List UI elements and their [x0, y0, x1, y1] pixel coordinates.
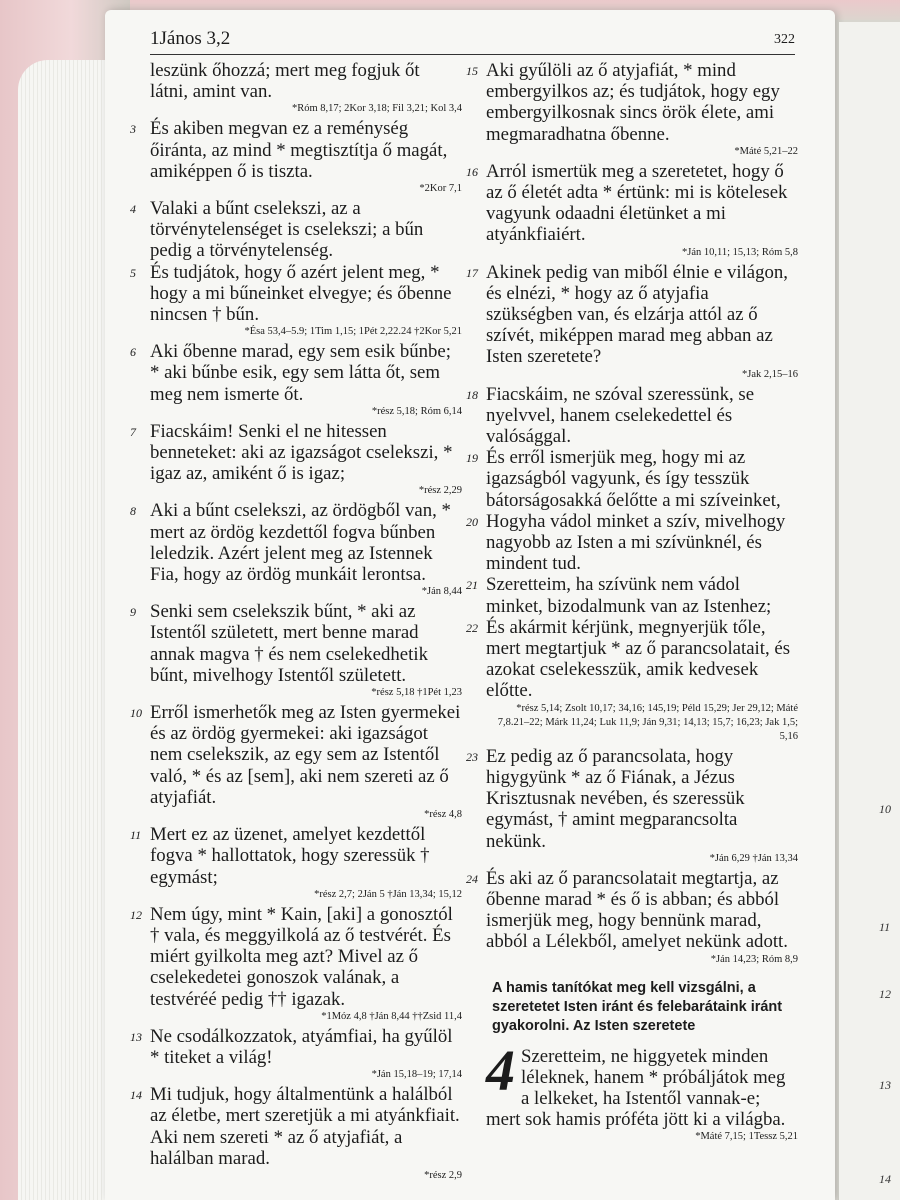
chapter-start: [486, 1037, 798, 1145]
verse-number: 5: [130, 265, 136, 280]
verse-paragraph: [130, 118, 462, 182]
verse: [130, 1084, 462, 1183]
running-header: [150, 28, 795, 55]
verse: [130, 1025, 462, 1082]
next-page-verse-number: 14: [879, 1172, 891, 1186]
cross-reference-note: *rész 2,7; 2Ján 5 †Ján 13,34; 15,12: [314, 888, 462, 900]
next-page-verse-number: 10: [879, 802, 891, 816]
verse-paragraph: [130, 903, 462, 1010]
verse: [466, 574, 798, 617]
verse: [130, 500, 462, 599]
verse-paragraph: [466, 60, 798, 145]
verse: [466, 261, 798, 382]
verse-paragraph: [130, 1084, 462, 1169]
verse: [130, 824, 462, 902]
verse: [130, 198, 462, 262]
verse-text: Nem úgy, mint * Kain, [aki] a gonosztól † vala, és meggyilkolá az ő testvérét. És miért gyilkolta meg azt? Mivel az ő cselekedetei gonoszok valának, a testvéréé pedig †† igazak.: [150, 903, 453, 1010]
verse-number: 7: [130, 424, 136, 439]
verse-number: 9: [130, 605, 136, 620]
cross-reference-note: *Ján 10,11; 15,13; Róm 5,8: [682, 246, 798, 258]
verse-number: 10: [130, 706, 142, 721]
verse-text: És tudjátok, hogy ő azért jelent meg, * hogy a mi bűneinket elvegye; és őbenne nincsen † bűn.: [150, 261, 452, 326]
verse-paragraph: [130, 702, 462, 808]
verse: [130, 903, 462, 1024]
verse-number: 13: [130, 1029, 142, 1044]
verse-paragraph: [150, 60, 462, 102]
verse-paragraph: [130, 500, 462, 586]
verse: [130, 118, 462, 196]
verse-number: 18: [466, 387, 478, 402]
verse-number: 3: [130, 122, 136, 137]
verse-paragraph: [130, 1025, 462, 1068]
verse-paragraph: [130, 420, 462, 485]
verse-text: Hogyha vádol minket a szív, mivelhogy nagyobb az Isten a mi szívünknél, és mindent tud.: [486, 510, 786, 575]
verse: [130, 601, 462, 700]
verse-number: 20: [466, 514, 478, 529]
verse-number: 24: [466, 871, 478, 886]
chapter-verse-text: Szeretteim, ne higgyetek minden léleknek, hanem * próbáljátok meg a lelkeket, ha Istentől vannak-e; mert sok hamis próféta jött ki a világba.: [486, 1045, 786, 1131]
verse-number: 16: [466, 164, 478, 179]
verse: [466, 616, 798, 744]
verse-paragraph: [130, 341, 462, 405]
verse-paragraph: [130, 824, 462, 888]
right-column-verses: [466, 60, 798, 967]
cross-reference-note: *Máté 5,21–22: [734, 145, 798, 157]
verse-number: 8: [130, 504, 136, 519]
verse-paragraph: [466, 574, 798, 617]
verse-paragraph: [130, 601, 462, 686]
right-column: [466, 60, 798, 1146]
verse-text: És aki az ő parancsolatait megtartja, az őbenne marad * és ő is abban; és abból ismerjük meg, hogy bennünk marad, abból a Lélekből, amelyet nekünk adott.: [486, 867, 788, 953]
chapter-reference: 1János 3,2: [150, 28, 231, 49]
verse-paragraph: [130, 261, 462, 326]
next-page-edge: [838, 22, 900, 1200]
verse-number: 23: [466, 749, 478, 764]
verse: [130, 341, 462, 419]
chapter-number: 4: [486, 1037, 515, 1103]
cross-reference-note: *rész 5,18 †1Pét 1,23: [371, 687, 462, 699]
verse-number: 15: [466, 64, 478, 78]
verse-paragraph: [466, 867, 798, 953]
verse-text: Senki sem cselekszik bűnt, * aki az Istentől született, mert benne marad annak magva † és nem cselekedhetik bűnt, mivelhogy Istentől született.: [150, 601, 428, 686]
cross-reference-note: *Jak 2,15–16: [742, 368, 798, 380]
next-page-verse-number: 11: [879, 920, 891, 934]
verse-paragraph: [466, 745, 798, 852]
verse-number: 4: [130, 202, 136, 217]
verse-number: 17: [466, 265, 478, 280]
verse-text: És akiben megvan ez a reménység őiránta, az mind * megtisztítja ő magát, amiképpen ő is tiszta.: [150, 118, 448, 182]
verse-number: 14: [130, 1088, 142, 1103]
cross-reference-note: *2Kor 7,1: [419, 183, 462, 195]
verse: [466, 160, 798, 260]
verse-text: Szeretteim, ha szívünk nem vádol minket, bizodalmunk van az Istenhez;: [486, 574, 772, 617]
verse-paragraph: [466, 383, 798, 448]
cross-reference-note: *rész 4,8: [424, 809, 462, 821]
cross-reference-note: *Ján 6,29 †Ján 13,34: [709, 852, 798, 864]
cross-reference-note: *rész 2,29: [418, 485, 462, 497]
verse-number: 22: [466, 620, 478, 635]
verse-text: És akármit kérjünk, megnyerjük tőle, mert megtartjuk * az ő parancsolatait, és azokat cselekesszük, amik kedvesek előtte.: [486, 616, 791, 702]
cross-reference-note: *Ján 8,44: [421, 586, 462, 598]
verse-number: 11: [130, 828, 142, 843]
verse-text: Arról ismertük meg a szeretetet, hogy ő az ő életét adta * értünk: mi is kötelesek vagyunk odaadni életünket a mi atyánkfiaiért.: [486, 160, 788, 246]
verse-number: 19: [466, 451, 478, 466]
verse-text: Mi tudjuk, hogy általmentünk a halálból az életbe, mert szeretjük a mi atyánkfiait. Aki nem szereti * az ő atyjafiát, a halálban marad.: [150, 1084, 460, 1169]
cross-reference-note: *1Móz 4,8 †Ján 8,44 ††Zsid 11,4: [321, 1010, 462, 1022]
cross-reference-note: *Ésa 53,4–5.9; 1Tim 1,15; 1Pét 2,22.24 †2Kor 5,21: [244, 326, 462, 338]
verse: [466, 867, 798, 967]
verse-paragraph: [466, 510, 798, 575]
verse-text: Aki gyűlöli az ő atyjafiát, * mind embergyilkos az; és tudjátok, hogy egy embergyilkosnak sincs örök élete, ami megmaradhatna őbenne.: [486, 60, 780, 145]
verse: [466, 447, 798, 511]
verse-text: Ez pedig az ő parancsolata, hogy higygyünk * az ő Fiának, a Jézus Krisztusnak nevében, és szeressük egymást, † amint megparancsolta nekünk.: [486, 745, 745, 852]
verse-text: Erről ismerhetők meg az Isten gyermekei és az ördög gyermekei: aki igazságot nem cselekszik, az egy sem az Istentől való, * és az [sem], aki nem szereti az ő atyjafiát.: [150, 702, 461, 808]
verse-text: leszünk őhozzá; mert meg fogjuk őt látni, amint van.: [150, 60, 420, 103]
verse-text: Fiacskáim, ne szóval szeressünk, se nyelvvel, hanem cselekedettel és valósággal.: [486, 383, 755, 448]
verse-text: Aki a bűnt cselekszi, az ördögből van, * mert az ördög kezdettől fogva bűnben leledzik. Azért jelent meg az Istennek Fia, hogy az ördög munkáit lerontsa.: [150, 500, 451, 586]
verse: [466, 383, 798, 448]
cross-reference-note: *Ján 14,23; Róm 8,9: [710, 953, 798, 965]
verse-text: Fiacskáim! Senki el ne hitessen benneteket: aki az igazságot cselekszi, * igaz az, amiként ő is igaz;: [150, 420, 453, 485]
verse-text: Valaki a bűnt cselekszi, az a törvénytelenséget is cselekszi; a bűn pedig a törvénytelenség.: [150, 198, 424, 262]
verse: [130, 261, 462, 340]
verse-paragraph: [466, 261, 798, 368]
verse-text: És erről ismerjük meg, hogy mi az igazságból vagyunk, és így tesszük bátorságosakká őelőtte a mi szíveinket,: [486, 447, 781, 511]
verse-paragraph: [130, 198, 462, 262]
verse-text: Aki őbenne marad, egy sem esik bűnbe; * aki bűnbe esik, egy sem látta őt, sem meg nem ismerte őt.: [150, 341, 451, 405]
verse: [466, 60, 798, 159]
page-number: 322: [774, 32, 795, 47]
cross-reference-note: *Ján 15,18–19; 17,14: [371, 1069, 462, 1081]
next-page-verse-number: 13: [879, 1078, 891, 1092]
verse: [150, 60, 462, 116]
verse: [130, 702, 462, 822]
verse-text: Ne csodálkozzatok, atyámfiai, ha gyűlöl * titeket a világ!: [150, 1025, 453, 1068]
cross-reference-note: *rész 2,9: [424, 1169, 462, 1181]
verse-paragraph: [466, 447, 798, 511]
verse-text: Akinek pedig van miből élnie e világon, és elnézi, * hogy az ő atyjafia szükségben van, és elzárja attól az ő szívét, miképpen marad meg abban az Isten szeretete?: [486, 261, 788, 368]
section-heading: A hamis tanítókat meg kell vizsgálni, a szeretetet Isten iránt és felebarátaink iránt gyakorolni. Az Isten szeretete: [492, 979, 783, 1034]
cross-reference-note: *rész 5,14; Zsolt 10,17; 34,16; 145,19; Péld 15,29; Jer 29,12; Máté 7,8.21–22; Márk 11,24; Luk 11,9; Ján 9,31; 14,13; 15,7; 16,23; Jak 1,5; 5,16: [497, 702, 798, 742]
verse: [466, 745, 798, 866]
cross-reference-note: *Máté 7,15; 1Tessz 5,21: [695, 1131, 798, 1143]
verse-number: 6: [130, 345, 136, 360]
verse-paragraph: [466, 160, 798, 246]
left-column: [130, 60, 462, 1185]
verse-number: 21: [466, 578, 478, 593]
verse-text: Mert ez az üzenet, amelyet kezdettől fogva * hallottatok, hogy szeressük † egymást;: [150, 824, 430, 888]
verse-number: 12: [130, 907, 142, 922]
verse: [466, 510, 798, 575]
verse: [130, 420, 462, 499]
cross-reference-note: *rész 5,18; Róm 6,14: [371, 405, 462, 417]
verse-paragraph: [466, 616, 798, 702]
cross-reference-note: *Róm 8,17; 2Kor 3,18; Fil 3,21; Kol 3,4: [291, 103, 462, 115]
next-page-verse-number: 12: [879, 987, 891, 1001]
